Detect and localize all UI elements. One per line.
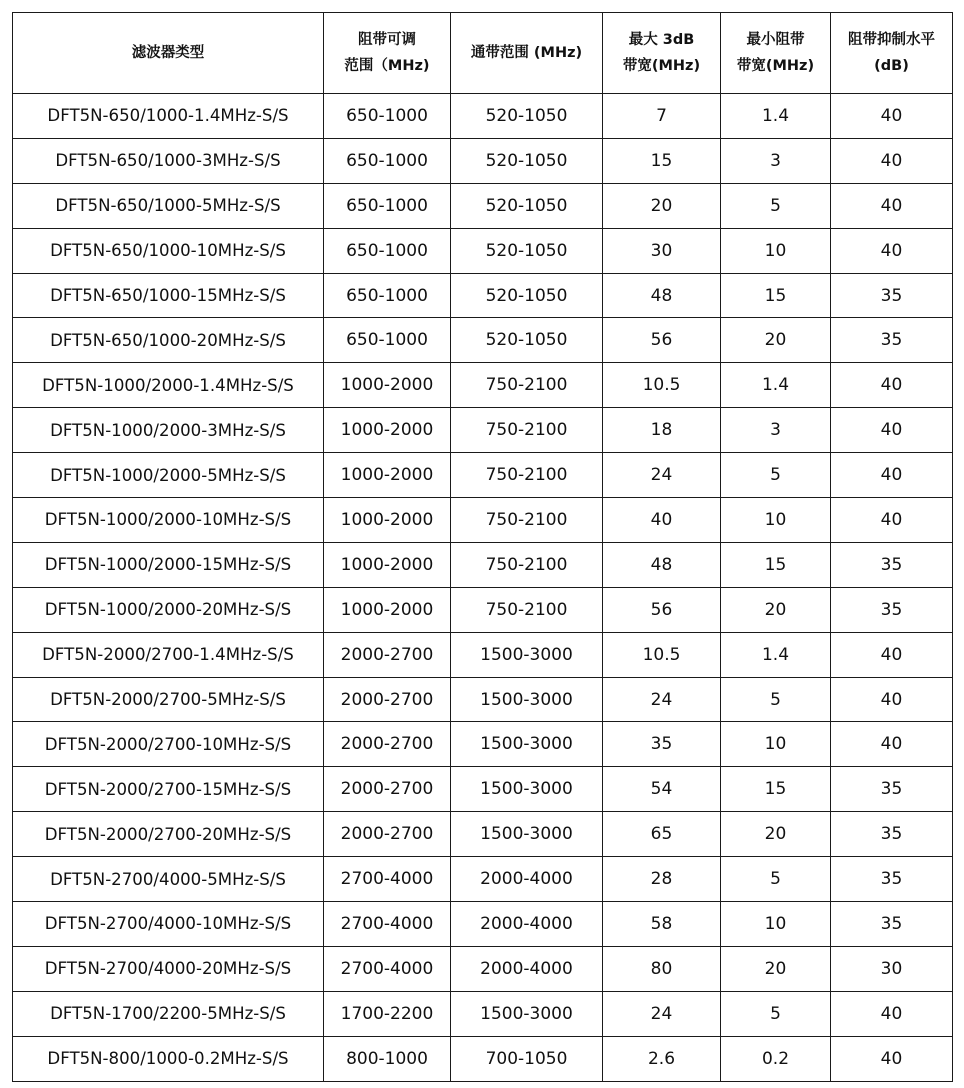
cell-stopband-tunable-range: 2000-2700 [324, 632, 451, 677]
cell-max-3db-bandwidth: 2.6 [603, 1036, 721, 1081]
table-row [13, 632, 953, 677]
cell-min-stopband-bandwidth: 5 [721, 183, 831, 228]
table-row [13, 991, 953, 1036]
cell-stopband-rejection-level: 35 [831, 542, 953, 587]
cell-passband-range: 750-2100 [451, 542, 603, 587]
cell-passband-range: 520-1050 [451, 138, 603, 183]
cell-passband-range: 750-2100 [451, 453, 603, 498]
cell-max-3db-bandwidth: 18 [603, 408, 721, 453]
cell-max-3db-bandwidth: 24 [603, 453, 721, 498]
cell-stopband-tunable-range: 1700-2200 [324, 991, 451, 1036]
cell-max-3db-bandwidth: 56 [603, 318, 721, 363]
table-row [13, 138, 953, 183]
header-min-stopband-bandwidth [721, 13, 831, 94]
table-row [13, 363, 953, 408]
filter-spec-table [12, 12, 953, 1082]
cell-filter-type: DFT5N-2000/2700-1.4MHz-S/S [13, 632, 324, 677]
cell-min-stopband-bandwidth: 20 [721, 587, 831, 632]
cell-stopband-rejection-level: 30 [831, 946, 953, 991]
cell-stopband-tunable-range: 2700-4000 [324, 946, 451, 991]
cell-stopband-tunable-range: 650-1000 [324, 138, 451, 183]
cell-min-stopband-bandwidth: 5 [721, 991, 831, 1036]
cell-filter-type: DFT5N-1000/2000-1.4MHz-S/S [13, 363, 324, 408]
cell-passband-range: 750-2100 [451, 408, 603, 453]
cell-stopband-rejection-level: 35 [831, 857, 953, 902]
cell-max-3db-bandwidth: 30 [603, 228, 721, 273]
cell-min-stopband-bandwidth: 10 [721, 498, 831, 543]
cell-stopband-rejection-level: 35 [831, 767, 953, 812]
cell-stopband-rejection-level: 40 [831, 722, 953, 767]
cell-stopband-tunable-range: 2700-4000 [324, 902, 451, 947]
cell-passband-range: 750-2100 [451, 587, 603, 632]
cell-filter-type: DFT5N-1000/2000-15MHz-S/S [13, 542, 324, 587]
cell-min-stopband-bandwidth: 1.4 [721, 632, 831, 677]
cell-min-stopband-bandwidth: 0.2 [721, 1036, 831, 1081]
cell-filter-type: DFT5N-1700/2200-5MHz-S/S [13, 991, 324, 1036]
cell-filter-type: DFT5N-2000/2700-10MHz-S/S [13, 722, 324, 767]
cell-stopband-rejection-level: 40 [831, 677, 953, 722]
cell-passband-range: 520-1050 [451, 94, 603, 139]
cell-filter-type: DFT5N-650/1000-20MHz-S/S [13, 318, 324, 363]
cell-min-stopband-bandwidth: 5 [721, 453, 831, 498]
cell-min-stopband-bandwidth: 1.4 [721, 94, 831, 139]
cell-stopband-rejection-level: 40 [831, 94, 953, 139]
header-label: 通带范围 (MHz) [470, 45, 583, 61]
cell-stopband-tunable-range: 650-1000 [324, 183, 451, 228]
header-stopband-tunable-range [324, 13, 451, 94]
table-row [13, 183, 953, 228]
cell-passband-range: 750-2100 [451, 363, 603, 408]
header-stopband-rejection-level [831, 13, 953, 94]
table-row [13, 857, 953, 902]
cell-filter-type: DFT5N-2000/2700-20MHz-S/S [13, 812, 324, 857]
cell-max-3db-bandwidth: 40 [603, 498, 721, 543]
cell-stopband-tunable-range: 650-1000 [324, 228, 451, 273]
table-header [13, 13, 953, 94]
cell-max-3db-bandwidth: 48 [603, 273, 721, 318]
table-row [13, 228, 953, 273]
cell-filter-type: DFT5N-1000/2000-10MHz-S/S [13, 498, 324, 543]
cell-passband-range: 1500-3000 [451, 991, 603, 1036]
header-label-unit: 带宽(MHz) [622, 58, 701, 74]
cell-passband-range: 520-1050 [451, 273, 603, 318]
cell-stopband-rejection-level: 40 [831, 1036, 953, 1081]
cell-min-stopband-bandwidth: 10 [721, 722, 831, 767]
cell-stopband-tunable-range: 800-1000 [324, 1036, 451, 1081]
cell-passband-range: 1500-3000 [451, 767, 603, 812]
cell-stopband-tunable-range: 650-1000 [324, 94, 451, 139]
cell-filter-type: DFT5N-650/1000-5MHz-S/S [13, 183, 324, 228]
cell-stopband-rejection-level: 35 [831, 587, 953, 632]
cell-max-3db-bandwidth: 10.5 [603, 363, 721, 408]
table-row [13, 677, 953, 722]
cell-stopband-rejection-level: 40 [831, 453, 953, 498]
cell-filter-type: DFT5N-800/1000-0.2MHz-S/S [13, 1036, 324, 1081]
table-row [13, 453, 953, 498]
cell-passband-range: 1500-3000 [451, 632, 603, 677]
header-label-unit: (dB) [874, 58, 909, 74]
cell-min-stopband-bandwidth: 20 [721, 812, 831, 857]
cell-stopband-rejection-level: 35 [831, 812, 953, 857]
cell-filter-type: DFT5N-1000/2000-5MHz-S/S [13, 453, 324, 498]
cell-filter-type: DFT5N-2700/4000-10MHz-S/S [13, 902, 324, 947]
table-row [13, 587, 953, 632]
cell-max-3db-bandwidth: 15 [603, 138, 721, 183]
cell-stopband-tunable-range: 1000-2000 [324, 498, 451, 543]
cell-stopband-tunable-range: 1000-2000 [324, 587, 451, 632]
cell-max-3db-bandwidth: 7 [603, 94, 721, 139]
header-label: 阻带可调 [358, 32, 416, 48]
cell-passband-range: 2000-4000 [451, 857, 603, 902]
table-row [13, 273, 953, 318]
cell-min-stopband-bandwidth: 10 [721, 902, 831, 947]
cell-stopband-tunable-range: 2000-2700 [324, 677, 451, 722]
cell-max-3db-bandwidth: 48 [603, 542, 721, 587]
table-row [13, 767, 953, 812]
cell-filter-type: DFT5N-1000/2000-20MHz-S/S [13, 587, 324, 632]
cell-passband-range: 1500-3000 [451, 677, 603, 722]
cell-passband-range: 750-2100 [451, 498, 603, 543]
cell-filter-type: DFT5N-650/1000-1.4MHz-S/S [13, 94, 324, 139]
cell-min-stopband-bandwidth: 10 [721, 228, 831, 273]
cell-stopband-tunable-range: 650-1000 [324, 273, 451, 318]
cell-passband-range: 520-1050 [451, 228, 603, 273]
cell-max-3db-bandwidth: 80 [603, 946, 721, 991]
table-row [13, 542, 953, 587]
header-max-3db-bandwidth [603, 13, 721, 94]
cell-min-stopband-bandwidth: 15 [721, 542, 831, 587]
cell-filter-type: DFT5N-1000/2000-3MHz-S/S [13, 408, 324, 453]
table-row [13, 1036, 953, 1081]
cell-stopband-tunable-range: 1000-2000 [324, 542, 451, 587]
cell-stopband-rejection-level: 40 [831, 138, 953, 183]
cell-stopband-rejection-level: 40 [831, 228, 953, 273]
cell-max-3db-bandwidth: 28 [603, 857, 721, 902]
cell-stopband-tunable-range: 2000-2700 [324, 722, 451, 767]
cell-stopband-tunable-range: 1000-2000 [324, 363, 451, 408]
cell-stopband-tunable-range: 1000-2000 [324, 408, 451, 453]
cell-max-3db-bandwidth: 35 [603, 722, 721, 767]
table-row [13, 812, 953, 857]
cell-stopband-tunable-range: 650-1000 [324, 318, 451, 363]
cell-stopband-rejection-level: 35 [831, 318, 953, 363]
cell-stopband-rejection-level: 35 [831, 902, 953, 947]
table-row [13, 902, 953, 947]
cell-filter-type: DFT5N-650/1000-10MHz-S/S [13, 228, 324, 273]
cell-max-3db-bandwidth: 56 [603, 587, 721, 632]
cell-filter-type: DFT5N-2700/4000-20MHz-S/S [13, 946, 324, 991]
header-label: 最大 3dB [628, 32, 695, 48]
cell-stopband-tunable-range: 2000-2700 [324, 812, 451, 857]
cell-stopband-rejection-level: 40 [831, 183, 953, 228]
cell-min-stopband-bandwidth: 1.4 [721, 363, 831, 408]
header-label: 阻带抑制水平 [848, 32, 935, 48]
table-row [13, 408, 953, 453]
cell-passband-range: 700-1050 [451, 1036, 603, 1081]
cell-min-stopband-bandwidth: 15 [721, 273, 831, 318]
cell-passband-range: 520-1050 [451, 183, 603, 228]
cell-passband-range: 2000-4000 [451, 902, 603, 947]
cell-passband-range: 1500-3000 [451, 722, 603, 767]
table-body [13, 94, 953, 1082]
table-row [13, 318, 953, 363]
table-row [13, 498, 953, 543]
header-label: 滤波器类型 [131, 45, 205, 61]
cell-stopband-rejection-level: 40 [831, 991, 953, 1036]
cell-min-stopband-bandwidth: 15 [721, 767, 831, 812]
cell-max-3db-bandwidth: 58 [603, 902, 721, 947]
cell-max-3db-bandwidth: 54 [603, 767, 721, 812]
header-label-unit: 带宽(MHz) [736, 58, 815, 74]
cell-min-stopband-bandwidth: 20 [721, 318, 831, 363]
cell-max-3db-bandwidth: 10.5 [603, 632, 721, 677]
cell-filter-type: DFT5N-2000/2700-15MHz-S/S [13, 767, 324, 812]
cell-stopband-rejection-level: 40 [831, 408, 953, 453]
cell-max-3db-bandwidth: 24 [603, 991, 721, 1036]
header-filter-type [13, 13, 324, 94]
cell-passband-range: 1500-3000 [451, 812, 603, 857]
cell-filter-type: DFT5N-650/1000-3MHz-S/S [13, 138, 324, 183]
cell-max-3db-bandwidth: 20 [603, 183, 721, 228]
header-label-unit: 范围（MHz) [344, 58, 430, 74]
header-label: 最小阻带 [746, 32, 805, 48]
cell-stopband-rejection-level: 35 [831, 273, 953, 318]
cell-min-stopband-bandwidth: 5 [721, 677, 831, 722]
cell-max-3db-bandwidth: 65 [603, 812, 721, 857]
cell-filter-type: DFT5N-2000/2700-5MHz-S/S [13, 677, 324, 722]
cell-max-3db-bandwidth: 24 [603, 677, 721, 722]
cell-min-stopband-bandwidth: 3 [721, 138, 831, 183]
cell-min-stopband-bandwidth: 20 [721, 946, 831, 991]
cell-stopband-rejection-level: 40 [831, 498, 953, 543]
cell-stopband-tunable-range: 2000-2700 [324, 767, 451, 812]
cell-stopband-tunable-range: 2700-4000 [324, 857, 451, 902]
cell-filter-type: DFT5N-650/1000-15MHz-S/S [13, 273, 324, 318]
header-passband-range [451, 13, 603, 94]
cell-stopband-rejection-level: 40 [831, 632, 953, 677]
cell-passband-range: 2000-4000 [451, 946, 603, 991]
cell-stopband-tunable-range: 1000-2000 [324, 453, 451, 498]
header-row [13, 13, 953, 94]
table-row [13, 946, 953, 991]
cell-stopband-rejection-level: 40 [831, 363, 953, 408]
table-row [13, 722, 953, 767]
cell-min-stopband-bandwidth: 3 [721, 408, 831, 453]
table-row [13, 94, 953, 139]
cell-min-stopband-bandwidth: 5 [721, 857, 831, 902]
cell-passband-range: 520-1050 [451, 318, 603, 363]
cell-filter-type: DFT5N-2700/4000-5MHz-S/S [13, 857, 324, 902]
